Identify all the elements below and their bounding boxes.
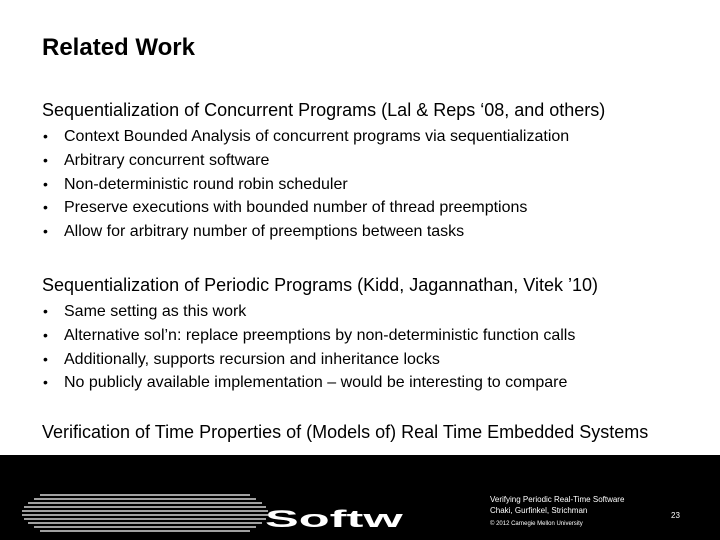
bullet-text: Alternative sol’n: replace preemptions by non-deterministic function calls [64, 326, 576, 344]
bullet-marker: • [43, 326, 48, 343]
footer-copyright: © 2012 Carnegie Mellon University [490, 521, 583, 527]
bullet-item [43, 125, 702, 149]
bullet-text: Arbitrary concurrent software [64, 151, 270, 169]
bullet-item [43, 300, 702, 324]
bullet-marker: • [43, 175, 48, 192]
bullet-text: Same setting as this work [64, 303, 247, 320]
bullet-text: Additionally, supports recursion and inheritance locks [64, 350, 440, 368]
bullet-text: Context Bounded Analysis of concurrent programs via sequentialization [64, 128, 570, 145]
bullet-item [43, 173, 702, 197]
bullet-marker: • [43, 303, 48, 319]
bullet-item [43, 348, 702, 372]
bullet-item [43, 149, 702, 173]
section-periodic-programs [42, 274, 702, 395]
bullet-list [42, 300, 702, 395]
bullet-item [43, 220, 702, 244]
bullet-list [42, 125, 702, 244]
bullet-text: Non-deterministic round robin scheduler [64, 175, 348, 193]
bullet-text: No publicly available implementation – would be interesting to compare [64, 374, 568, 392]
bullet-text: Allow for arbitrary number of preemptions between tasks [64, 223, 465, 241]
footer-authors: Chaki, Gurfinkel, Strichman [490, 505, 588, 515]
bullet-marker: • [43, 223, 48, 240]
bullet-text: Preserve executions with bounded number of thread preemptions [64, 199, 528, 217]
bullet-marker: • [43, 350, 48, 367]
bullet-marker: • [43, 374, 48, 391]
logo-wordmark: Softw [265, 505, 403, 533]
footer-info [490, 495, 624, 516]
page-number: 23 [671, 511, 680, 520]
section-heading: Verification of Time Properties of (Models of) Real Time Embedded Systems [42, 422, 649, 442]
slide-title: Related Work [42, 34, 195, 61]
bullet-item [43, 371, 702, 395]
section-concurrent-programs [42, 99, 702, 244]
section-heading: Sequentialization of Periodic Programs (Kidd, Jagannathan, Vitek ’10) [42, 275, 598, 295]
bullet-marker: • [43, 199, 48, 216]
bullet-item [43, 196, 702, 220]
footer-banner [0, 455, 720, 540]
bullet-marker: • [43, 128, 48, 144]
section-heading: Sequentialization of Concurrent Programs (Lal & Reps ‘08, and others) [42, 100, 606, 120]
bullet-item [43, 324, 702, 348]
bullet-marker: • [43, 151, 48, 168]
section-time-properties [42, 422, 662, 442]
footer-title: Verifying Periodic Real-Time Software [490, 495, 625, 504]
